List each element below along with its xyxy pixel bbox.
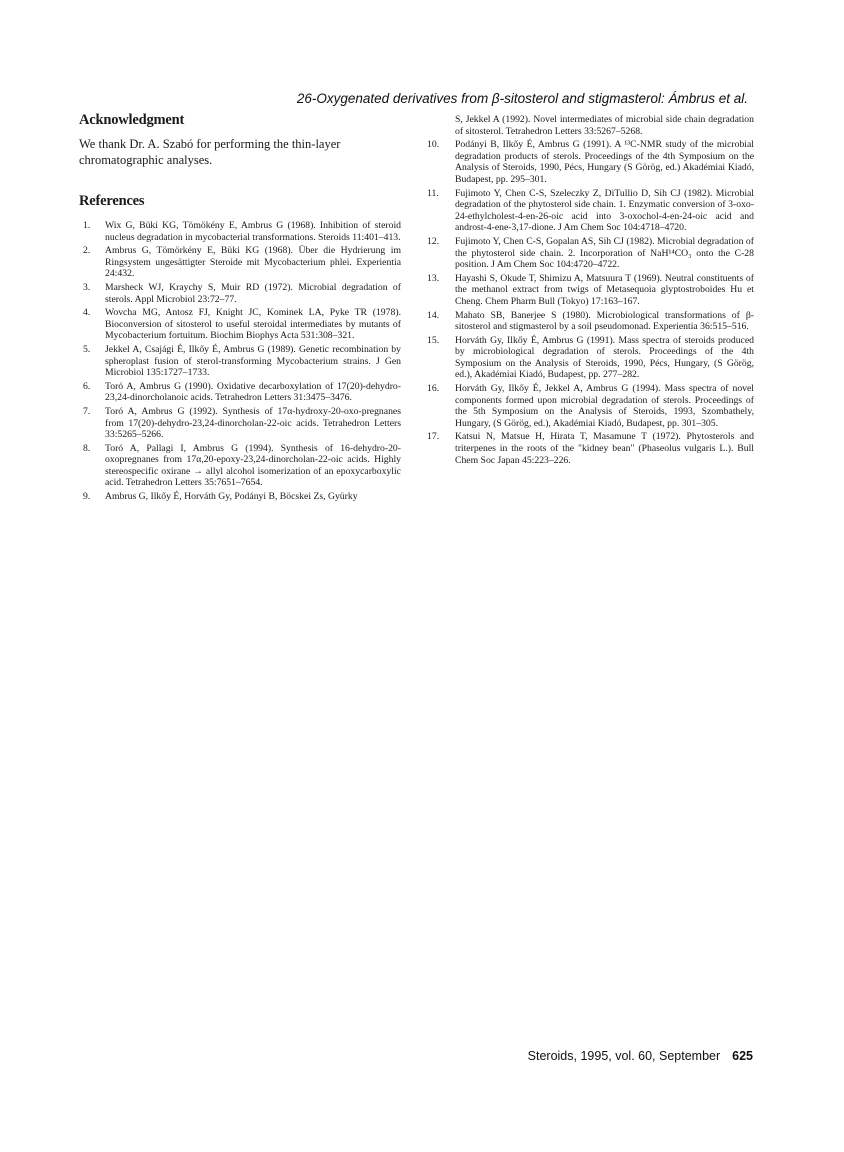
reference-number: 1.: [83, 220, 91, 231]
reference-item: [79, 406, 401, 441]
reference-text: Wix G, Büki KG, Tömökény E, Ambrus G (1968). Inhibition of steroid nucleus degradation in mycobacterial transformations. Steroids 11:401–413.: [105, 220, 401, 243]
reference-item: [425, 335, 754, 381]
page-footer: [528, 1049, 753, 1063]
footer-journal: Steroids, 1995, vol. 60, September: [527, 1049, 721, 1063]
reference-number: 9.: [83, 491, 91, 503]
reference-item: [425, 188, 754, 234]
references-heading: References: [79, 193, 145, 209]
reference-text: Horváth Gy, Ilkőy É, Ambrus G (1991). Mass spectra of steroids produced by microbiological degradation of sterols. Proceedings of the 4th Symposium on the Analysis of Steroids, 1990, Pécs, Hungary, (S Görög, ed.), Akadémiai Kiadó, Budapest, pp. 277–282.: [455, 334, 754, 381]
right-column: [425, 114, 754, 468]
reference-text: Fujimoto Y, Chen C-S, Szeleczky Z, DiTullio D, Sih CJ (1982). Microbial degradation of the phytosterol side chain. 1. Enzymatic conversion of 3-oxo-24-ethylcholest-4-en-26-oic acid into 3-oxochol-4-en-24-oic acid and androst-4-ene-3,17-dione. J Am Chem Soc 104:4718–4720.: [455, 187, 754, 234]
reference-number: 5.: [83, 343, 91, 355]
reference-item: [425, 273, 754, 308]
reference-text: Hayashi S, Okude T, Shimizu A, Matsuura T (1969). Neutral constituents of the methanol extract from twigs of Metasequoia glyptostroboides Hu et Cheng. Chem Pharm Bull (Tokyo) 17:163–167.: [455, 272, 754, 307]
reference-number: 15.: [427, 334, 440, 346]
page-number: 625: [732, 1049, 753, 1063]
reference-item: [79, 344, 401, 379]
reference-number: 7.: [83, 405, 91, 417]
reference-number: 2.: [83, 245, 91, 257]
reference-item: [425, 431, 754, 466]
reference-number: 6.: [83, 380, 91, 392]
reference-text: Toró A, Pallagi I, Ambrus G (1994). Synthesis of 16-dehydro-20-oxopregnanes from 17α,20-epoxy-23,24-dinorcholan-22-oic acids. Highly stereospecific oxirane → allyl alcohol isomerization of an epoxycarboxylic acid. Tetrahedron Letters 35:7651–7654.: [105, 442, 401, 489]
reference-text: Ambrus G, Tömörkény E, Büki KG (1968). Über die Hydrierung im Ringsystem ungesättigter Steroide mit Mycobacterium phlei. Experientia 24:432.: [105, 245, 401, 280]
reference-9-continuation: S, Jekkel A (1992). Novel intermediates of microbial side chain degradation of sitosterol. Tetrahedron Letters 33:5267–5268.: [455, 114, 754, 137]
reference-item: [79, 381, 401, 404]
reference-item: [79, 245, 401, 280]
reference-number: 14.: [427, 309, 440, 321]
reference-item: [79, 491, 401, 503]
running-head: 26-Oxygenated derivatives from β-sitosterol and stigmasterol: Ámbrus et al.: [296, 91, 748, 106]
reference-text: Katsui N, Matsue H, Hirata T, Masamune T (1972). Phytosterols and triterpenes in the roots of the "kidney bean" (Phaseolus vulgaris L.). Bull Chem Soc Japan 45:223–226.: [455, 431, 754, 466]
reference-item: [425, 310, 754, 333]
reference-item: [79, 443, 401, 489]
reference-text: Ambrus G, Ilkőy É, Horváth Gy, Podányi B, Böcskei Zs, Gyürky: [105, 491, 358, 503]
left-column: [79, 112, 401, 505]
reference-number: 3.: [83, 281, 91, 293]
reference-number: 12.: [427, 235, 440, 247]
reference-number: 10.: [427, 139, 440, 151]
references-list-left: [79, 220, 401, 503]
reference-number: 4.: [83, 307, 91, 319]
reference-text: Fujimoto Y, Chen C-S, Gopalan AS, Sih CJ (1982). Microbial degradation of the phytosterol side chain. 2. Incorporation of NaH¹⁴CO₃ onto the C-28 position. J Am Chem Soc 104:4720–4722.: [455, 235, 754, 271]
references-list-right: [425, 139, 754, 466]
acknowledgment-heading: Acknowledgment: [79, 112, 185, 128]
reference-text: Toró A, Ambrus G (1992). Synthesis of 17α-hydroxy-20-oxo-pregnanes from 17(20)-dehydro-23,24-dinorcholan-22-oic acids. Tetrahedron Letters 33:5265–5266.: [105, 405, 401, 441]
reference-number: 16.: [427, 383, 440, 395]
reference-number: 17.: [427, 431, 440, 443]
reference-number: 8.: [83, 442, 91, 454]
reference-item: [425, 139, 754, 185]
reference-text: Horváth Gy, Ilkőy É, Jekkel A, Ambrus G (1994). Mass spectra of novel components formed upon microbial degradation of sterols. Proceedings of the 5th Symposium on the Analysis of Steroids, 1993, Szombathely, Hungary, (S Görög, ed.), Akadémiai Kiadó, Budapest, pp. 301–305.: [455, 383, 754, 429]
reference-item: [79, 307, 401, 342]
reference-number: 13.: [427, 272, 440, 284]
reference-text: Mahato SB, Banerjee S (1980). Microbiological transformations of β-sitosterol and stigmasterol by a soil pseudomonad. Experientia 36:515–516.: [455, 309, 754, 333]
reference-item: [79, 282, 401, 305]
reference-number: 11.: [427, 187, 439, 199]
reference-item: [425, 383, 754, 429]
reference-text: Podányi B, Ilkőy É, Ambrus G (1991). A ¹³C-NMR study of the microbial degradation products of sterols. Proceedings of the 4th Symposium on the Analysis of Steroids, 1990, Pécs, Hungary (S Görög, ed.) Akadémiai Kiadó, Budapest, pp. 295–301.: [455, 139, 754, 185]
reference-text: Wovcha MG, Antosz FJ, Knight JC, Kominek LA, Pyke TR (1978). Bioconversion of sitosterol to useful steroidal intermediates by mutants of Mycobacterium fortuitum. Biochim Biophys Acta 531:308–321.: [105, 307, 401, 342]
reference-text: Marsheck WJ, Kraychy S, Muir RD (1972). Microbial degradation of sterols. Appl Microbiol 23:72–77.: [105, 281, 401, 305]
reference-text: Jekkel A, Csajági É, Ilkőy É, Ambrus G (1989). Genetic recombination by spheroplast fusion of sterol-transforming Mycobacterium strains. J Gen Microbiol 135:1727–1733.: [105, 343, 401, 379]
reference-item: [425, 236, 754, 271]
acknowledgment-text: We thank Dr. A. Szabó for performing the thin-layer chromatographic analyses.: [79, 137, 341, 167]
reference-text: Toró A, Ambrus G (1990). Oxidative decarboxylation of 17(20)-dehydro-23,24-dinorcholanoic acids. Tetrahedron Letters 31:3475–3476.: [105, 380, 401, 404]
reference-item: [79, 220, 401, 243]
